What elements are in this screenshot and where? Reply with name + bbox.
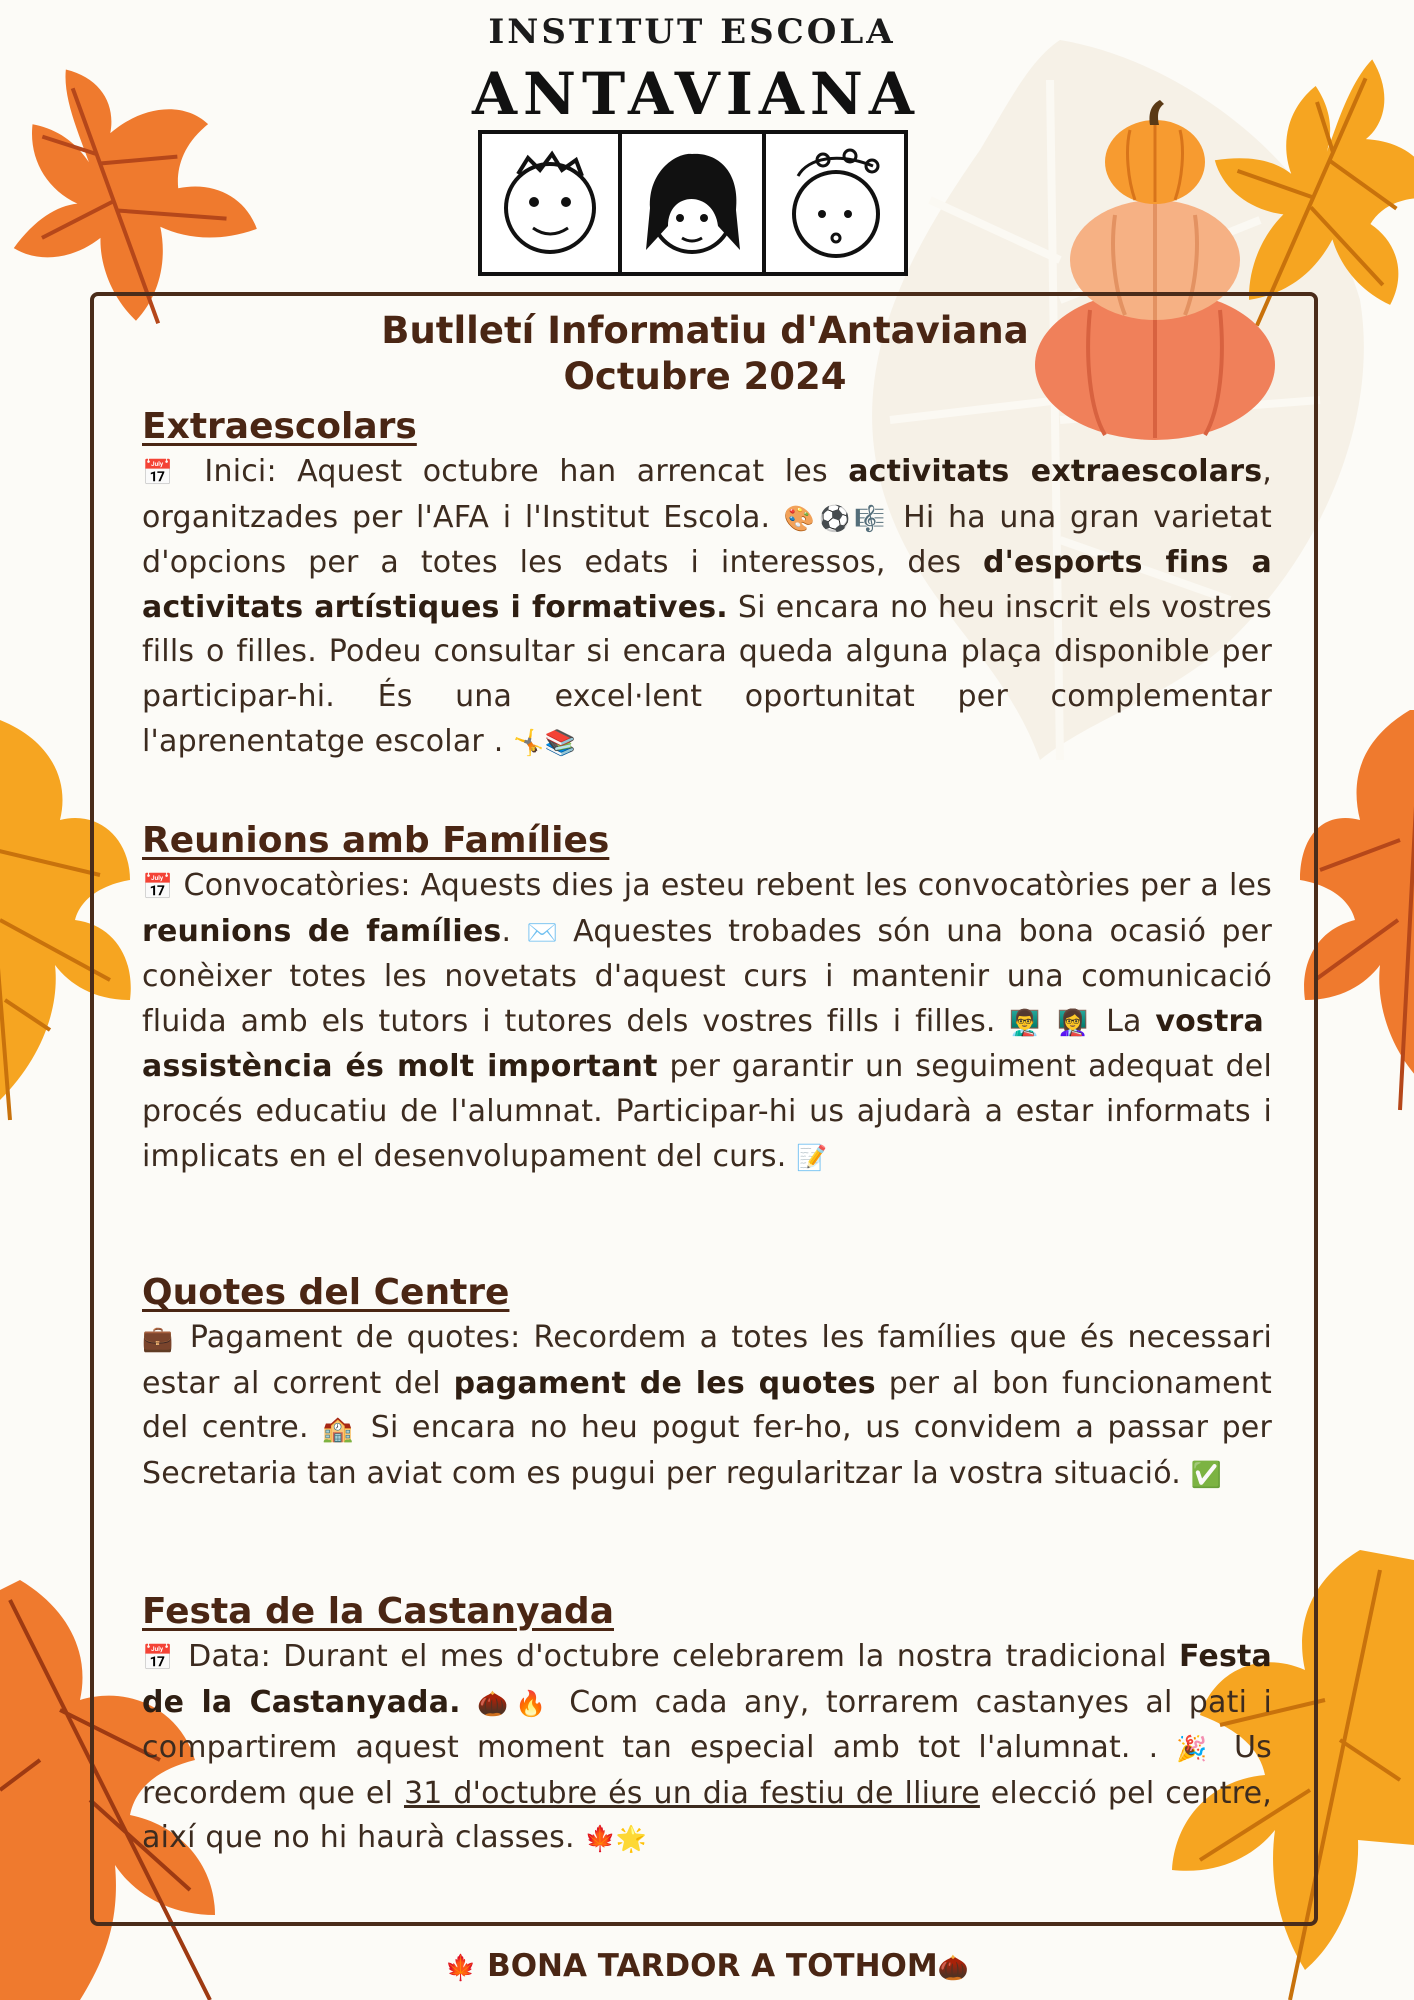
section-title: Quotes del Centre <box>142 1272 510 1313</box>
body-text: Com cada any, torrarem castanyes al pati i compartirem aquest moment tan especial amb tot l'alumnat. . <box>142 1684 1272 1766</box>
emoji-icon: 📅 <box>142 458 185 487</box>
body-text: Convocatòries: Aquests dies ja esteu rebent les convocatòries per a les <box>173 868 1273 903</box>
underlined-text: 31 d'octubre és un dia festiu de lliure <box>403 1775 980 1811</box>
emoji-icon: 📝 <box>796 1142 828 1172</box>
emoji-icon: 🍁🌟 <box>584 1824 648 1854</box>
footer-greeting <box>0 1948 1414 1984</box>
emoji-icon: 💼 <box>142 1324 177 1353</box>
emoji-icon: 👨‍🏫 👩‍🏫 <box>1009 1007 1093 1037</box>
section-title: Festa de la Castanyada <box>142 1591 614 1632</box>
body-text: Data: Durant el mes d'octubre celebrarem la nostra tradicional <box>175 1639 1179 1674</box>
school-logo <box>472 12 920 270</box>
section-body <box>142 864 1272 1180</box>
logo-title-line2: ANTAVIANA <box>472 60 920 128</box>
body-text: elecció pel centre, així que no hi haurà classes. <box>142 1775 1273 1856</box>
section-body <box>142 450 1272 765</box>
bold-text: pagament de les quotes <box>453 1365 876 1401</box>
emoji-icon: 🎨⚽🎼 <box>783 503 890 533</box>
section-title: Reunions amb Famílies <box>142 820 610 861</box>
emoji-icon: 🌰🔥 <box>477 1688 553 1718</box>
section-body <box>142 1316 1272 1497</box>
bold-text: activitats extraescolars <box>848 454 1263 489</box>
emoji-icon: 📅 <box>142 1643 176 1672</box>
emoji-icon: 🏫 <box>322 1414 358 1444</box>
footer-text: BONA TARDOR A TOTHOM <box>487 1948 938 1984</box>
newsletter-date: Octubre 2024 <box>563 355 847 398</box>
body-text: per garantir un seguiment adequat del procés educatiu de l'alumnat. Participar-hi us ajudarà a estar informats i implicats en el desenvolupament del curs. <box>142 1049 1272 1174</box>
body-text: Us recordem que el <box>142 1730 1272 1811</box>
emoji-icon: ✉️ <box>526 917 558 947</box>
newsletter-title: Butlletí Informatiu d'Antaviana <box>381 309 1029 352</box>
section-reunions <box>142 818 1272 1180</box>
body-text: . <box>501 913 527 949</box>
body-text: Inici: Aquest octubre han arrencat les <box>184 454 849 489</box>
body-text: Si encara no heu inscrit els vostres fills o filles. Podeu consultar si encara queda alguna plaça disponible per participar-hi. És una excel·lent oportunitat per complementar l'aprenentatge escolar . <box>142 589 1272 759</box>
bold-text: vostra assistència és molt important <box>142 1003 1264 1085</box>
emoji-icon: 🎉 <box>1176 1734 1216 1764</box>
bold-text: reunions de famílies <box>142 913 502 949</box>
emoji-icon: 📅 <box>142 872 174 901</box>
body-text: , organitzades per l'AFA i l'Institut Escola. <box>142 454 1273 535</box>
bold-text: d'esports fins a activitats artístiques i formatives. <box>142 545 1273 625</box>
logo-children-faces-icon <box>478 130 908 276</box>
body-text: Aquestes trobades són una bona ocasió per conèixer totes les novetats d'aquest curs i mantenir una comunicació fluida amb els tutors i tutores dels vostres fills i filles. <box>142 913 1272 1039</box>
maple-leaf-icon: 🍁 <box>445 1953 477 1982</box>
section-quotes <box>142 1270 1272 1497</box>
section-castanyada <box>142 1589 1272 1862</box>
body-text: La <box>1092 1003 1156 1039</box>
body-text: Hi ha una gran varietat d'opcions per a totes les edats i interessos, des <box>142 499 1272 581</box>
body-text: Pagament de quotes: Recordem a totes les famílies que és necessari estar al corrent del <box>142 1320 1272 1401</box>
bold-text: Festa de la Castanyada. <box>142 1639 1273 1720</box>
emoji-icon: 🤸📚 <box>513 727 576 757</box>
emoji-icon: ✅ <box>1190 1459 1223 1489</box>
section-extraescolars <box>142 404 1272 765</box>
section-title: Extraescolars <box>142 406 417 447</box>
body-text <box>461 1685 477 1720</box>
newsletter-heading <box>140 308 1270 400</box>
section-body <box>142 1635 1272 1862</box>
chestnut-icon: 🌰 <box>937 1953 969 1982</box>
body-text: per al bon funcionament del centre. <box>142 1365 1272 1446</box>
body-text: Si encara no heu pogut fer-ho, us convidem a passar per Secretaria tan aviat com es pugui per regularitzar la vostra situació. <box>142 1410 1273 1491</box>
logo-title-line1: INSTITUT ESCOLA <box>488 12 896 52</box>
